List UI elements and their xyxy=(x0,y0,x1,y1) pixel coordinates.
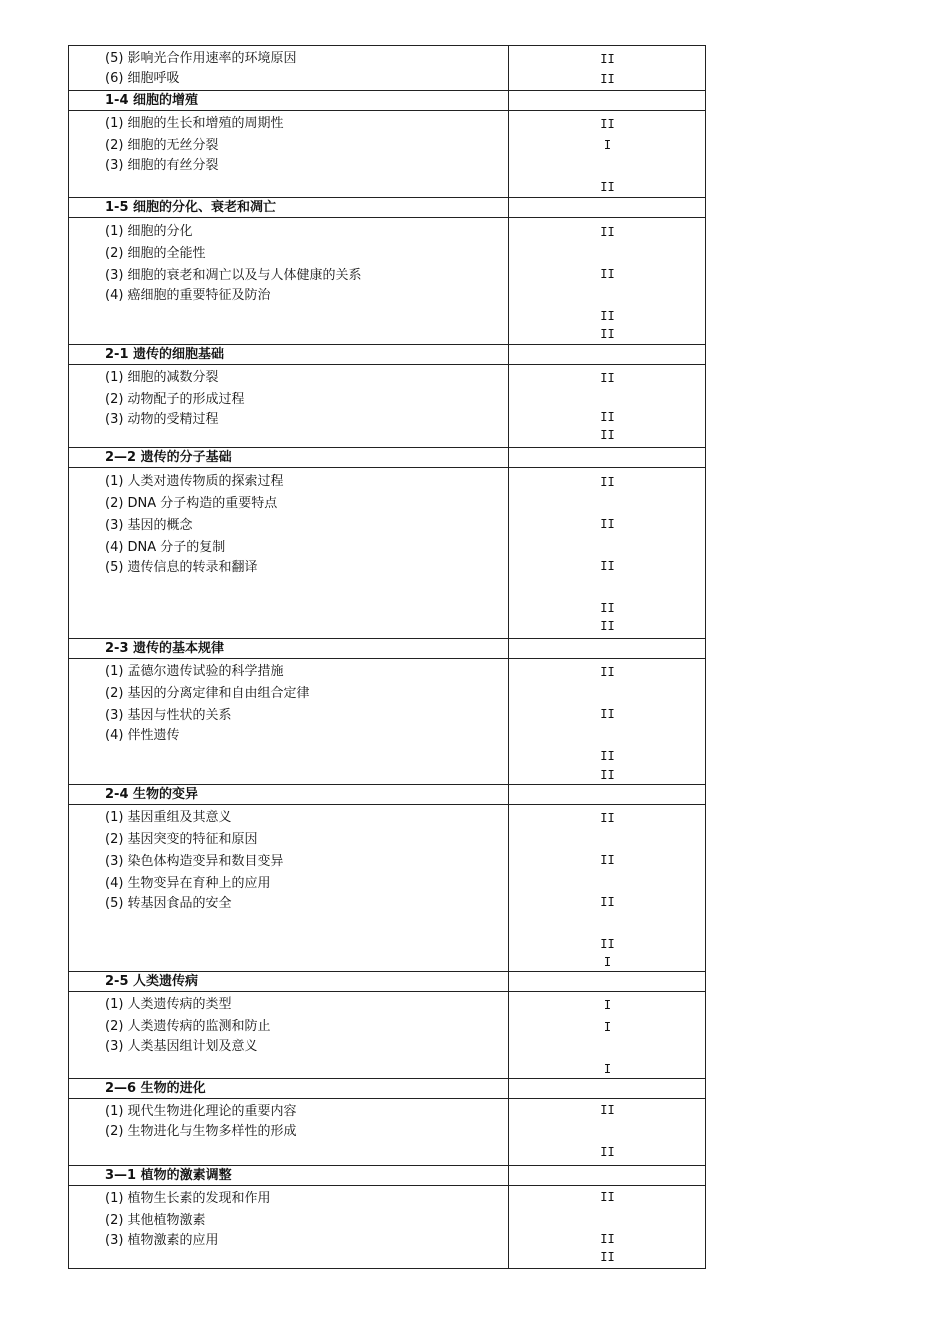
requirement-level-mark: I xyxy=(603,955,612,969)
section-heading-cell xyxy=(69,785,509,805)
section-content-row xyxy=(69,218,706,345)
syllabus-table xyxy=(68,45,706,1269)
topic-list-cell xyxy=(69,1099,509,1166)
topic-list-cell xyxy=(69,111,509,198)
level-list-cell xyxy=(509,659,706,785)
requirement-level-mark: II xyxy=(600,371,615,385)
section-heading-cell xyxy=(69,1079,509,1099)
section-heading-row xyxy=(69,639,706,659)
topic-list-cell xyxy=(69,46,509,91)
requirement-level-mark: II xyxy=(600,619,615,633)
topic-item: (2) 生物进化与生物多样性的形成 xyxy=(105,1124,297,1139)
topic-item: (3) 基因的概念 xyxy=(105,518,193,533)
section-heading: 2-1 遗传的细胞基础 xyxy=(105,347,225,362)
requirement-level-mark: II xyxy=(600,749,615,763)
requirement-level-mark: II xyxy=(600,517,615,531)
level-list-cell xyxy=(509,1186,706,1269)
topic-item: (3) 植物激素的应用 xyxy=(105,1233,219,1248)
level-list-cell xyxy=(509,365,706,448)
topic-item: (1) 细胞的减数分裂 xyxy=(105,370,219,385)
section-heading-cell xyxy=(69,198,509,218)
requirement-level-mark: II xyxy=(600,768,615,782)
section-heading: 2-4 生物的变异 xyxy=(105,787,199,802)
requirement-level-mark: II xyxy=(600,475,615,489)
section-content-row xyxy=(69,805,706,972)
topic-item: (5) 转基因食品的安全 xyxy=(105,896,232,911)
section-content-row xyxy=(69,111,706,198)
requirement-level-mark: I xyxy=(603,998,612,1012)
section-heading: 1-4 细胞的增殖 xyxy=(105,93,199,108)
requirement-level-mark: II xyxy=(600,1190,615,1204)
topic-item: (6) 细胞呼吸 xyxy=(105,71,180,86)
topic-list-cell xyxy=(69,805,509,972)
section-heading-row xyxy=(69,198,706,218)
section-heading: 2-5 人类遗传病 xyxy=(105,974,199,989)
section-heading: 2—2 遗传的分子基础 xyxy=(105,450,232,465)
topic-item: (1) 孟德尔遗传试验的科学措施 xyxy=(105,664,284,679)
requirement-level-mark: II xyxy=(600,309,615,323)
requirement-level-mark: I xyxy=(603,138,612,152)
section-heading-level-cell xyxy=(509,448,706,468)
level-list-cell xyxy=(509,111,706,198)
section-heading: 3—1 植物的激素调整 xyxy=(105,1168,232,1183)
topic-item: (4) DNA 分子的复制 xyxy=(105,540,226,555)
requirement-level-mark: II xyxy=(600,707,615,721)
topic-list-cell xyxy=(69,218,509,345)
section-heading-level-cell xyxy=(509,972,706,992)
topic-item: (2) 动物配子的形成过程 xyxy=(105,392,245,407)
section-heading-cell xyxy=(69,91,509,111)
topic-item: (4) 伴性遗传 xyxy=(105,728,180,743)
section-content-row xyxy=(69,1186,706,1269)
section-content-row xyxy=(69,659,706,785)
topic-list-cell xyxy=(69,659,509,785)
requirement-level-mark: II xyxy=(600,1103,615,1117)
section-heading-row xyxy=(69,91,706,111)
section-heading-row xyxy=(69,1079,706,1099)
requirement-level-mark: II xyxy=(600,428,615,442)
topic-item: (1) 细胞的分化 xyxy=(105,224,193,239)
topic-list-cell xyxy=(69,365,509,448)
section-heading-level-cell xyxy=(509,91,706,111)
requirement-level-mark: II xyxy=(600,1250,615,1264)
section-heading-cell xyxy=(69,448,509,468)
topic-item: (1) 人类对遗传物质的探索过程 xyxy=(105,474,284,489)
topic-item: (1) 人类遗传病的类型 xyxy=(105,997,232,1012)
topic-list-cell xyxy=(69,992,509,1079)
section-heading: 1-5 细胞的分化、衰老和凋亡 xyxy=(105,200,277,215)
requirement-level-mark: II xyxy=(600,895,615,909)
topic-item: (3) 动物的受精过程 xyxy=(105,412,219,427)
requirement-level-mark: II xyxy=(600,665,615,679)
requirement-level-mark: II xyxy=(600,72,615,86)
topic-item: (4) 生物变异在育种上的应用 xyxy=(105,876,271,891)
topic-item: (3) 细胞的衰老和凋亡以及与人体健康的关系 xyxy=(105,268,362,283)
requirement-level-mark: II xyxy=(600,601,615,615)
section-heading-row xyxy=(69,785,706,805)
topic-item: (1) 基因重组及其意义 xyxy=(105,810,232,825)
topic-item: (1) 细胞的生长和增殖的周期性 xyxy=(105,116,284,131)
section-heading-row xyxy=(69,972,706,992)
level-list-cell xyxy=(509,1099,706,1166)
section-content-row xyxy=(69,1099,706,1166)
topic-item: (2) 基因的分离定律和自由组合定律 xyxy=(105,686,310,701)
section-heading-cell xyxy=(69,345,509,365)
topic-item: (3) 人类基因组计划及意义 xyxy=(105,1039,258,1054)
requirement-level-mark: II xyxy=(600,327,615,341)
level-list-cell xyxy=(509,218,706,345)
section-heading-level-cell xyxy=(509,1166,706,1186)
section-heading-cell xyxy=(69,972,509,992)
topic-item: (2) 人类遗传病的监测和防止 xyxy=(105,1019,271,1034)
level-list-cell xyxy=(509,805,706,972)
requirement-level-mark: I xyxy=(603,1062,612,1076)
topic-item: (5) 影响光合作用速率的环境原因 xyxy=(105,51,297,66)
topic-item: (3) 基因与性状的关系 xyxy=(105,708,232,723)
section-heading-cell xyxy=(69,639,509,659)
topic-item: (2) 细胞的无丝分裂 xyxy=(105,138,219,153)
topic-item: (3) 染色体构造变异和数目变异 xyxy=(105,854,284,869)
topic-item: (2) 其他植物激素 xyxy=(105,1213,206,1228)
requirement-level-mark: II xyxy=(600,410,615,424)
section-content-row xyxy=(69,46,706,91)
level-list-cell xyxy=(509,992,706,1079)
topic-item: (1) 植物生长素的发现和作用 xyxy=(105,1191,271,1206)
requirement-level-mark: II xyxy=(600,811,615,825)
requirement-level-mark: II xyxy=(600,559,615,573)
section-heading-level-cell xyxy=(509,1079,706,1099)
topic-item: (1) 现代生物进化理论的重要内容 xyxy=(105,1104,297,1119)
topic-item: (2) 基因突变的特征和原因 xyxy=(105,832,258,847)
section-heading-row xyxy=(69,448,706,468)
requirement-level-mark: I xyxy=(603,1020,612,1034)
requirement-level-mark: II xyxy=(600,180,615,194)
section-heading-level-cell xyxy=(509,198,706,218)
requirement-level-mark: II xyxy=(600,1145,615,1159)
topic-list-cell xyxy=(69,1186,509,1269)
syllabus-table-body xyxy=(69,46,706,1269)
section-heading-level-cell xyxy=(509,639,706,659)
section-heading-row xyxy=(69,345,706,365)
topic-list-cell xyxy=(69,468,509,639)
topic-item: (2) DNA 分子构造的重要特点 xyxy=(105,496,278,511)
section-content-row xyxy=(69,468,706,639)
section-content-row xyxy=(69,365,706,448)
requirement-level-mark: II xyxy=(600,937,615,951)
level-list-cell xyxy=(509,468,706,639)
requirement-level-mark: II xyxy=(600,117,615,131)
requirement-level-mark: II xyxy=(600,1232,615,1246)
section-heading: 2-3 遗传的基本规律 xyxy=(105,641,225,656)
topic-item: (3) 细胞的有丝分裂 xyxy=(105,158,219,173)
section-heading-row xyxy=(69,1166,706,1186)
section-content-row xyxy=(69,992,706,1079)
topic-item: (2) 细胞的全能性 xyxy=(105,246,206,261)
section-heading-cell xyxy=(69,1166,509,1186)
topic-item: (4) 癌细胞的重要特征及防治 xyxy=(105,288,271,303)
section-heading-level-cell xyxy=(509,785,706,805)
requirement-level-mark: II xyxy=(600,225,615,239)
requirement-level-mark: II xyxy=(600,267,615,281)
section-heading-level-cell xyxy=(509,345,706,365)
topic-item: (5) 遗传信息的转录和翻译 xyxy=(105,560,258,575)
requirement-level-mark: II xyxy=(600,52,615,66)
section-heading: 2—6 生物的进化 xyxy=(105,1081,206,1096)
level-list-cell xyxy=(509,46,706,91)
requirement-level-mark: II xyxy=(600,853,615,867)
